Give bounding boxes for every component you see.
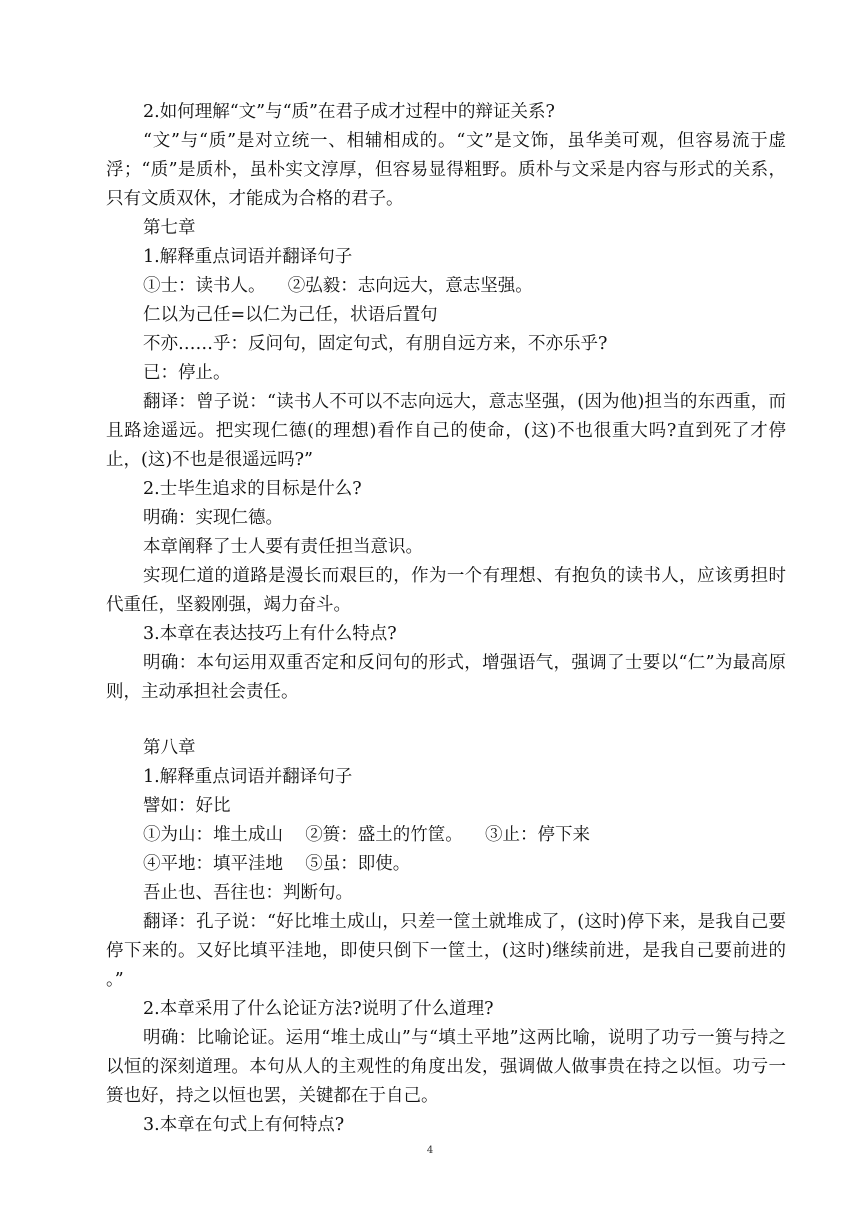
note-line: 仁以为己任=以仁为己任，状语后置句 xyxy=(143,305,438,325)
answer-paragraph: 明确：比喻论证。运用“堆土成山”与“填土平地”这两比喻，说明了功亏一篑与持之以恒的深刻道理。本句从人的主观性的角度出发，强调做人做事贵在持之以恒。功亏一篑也好，持之以恒也罢，关键都在于自己。 xyxy=(106,1028,786,1106)
note-line: 已：停止。 xyxy=(143,363,231,383)
section-gap xyxy=(106,707,786,734)
answer-paragraph: 实现仁道的道路是漫长而艰巨的，作为一个有理想、有抱负的读书人，应该勇担时代重任，坚毅刚强，竭力奋斗。 xyxy=(106,566,786,615)
vocab-line: ①为山：堆土成山 ②篑：盛土的竹筐。 ③止：停下来 xyxy=(143,825,591,845)
answer-paragraph: “文”与“质”是对立统一、相辅相成的。“文”是文饰，虽华美可观，但容易流于虚浮；“质”是质朴，虽朴实文淳厚，但容易显得粗野。质朴与文采是内容与形式的关系，只有文质双休，才能成为合格的君子。 xyxy=(106,131,786,209)
translation-paragraph: 翻译：孔子说：“好比堆土成山，只差一筐土就堆成了，(这时)停下来，是我自己要停下来的。又好比填平洼地，即使只倒下一筐土，(这时)继续前进，是我自己要前进的 。” xyxy=(106,912,786,990)
page-number: 4 xyxy=(426,1145,434,1156)
note-line: 吾止也、吾往也：判断句。 xyxy=(143,883,353,903)
answer-line: 本章阐释了士人要有责任担当意识。 xyxy=(143,537,423,557)
document-body xyxy=(106,98,786,1140)
question-heading: 2.士毕生追求的目标是什么? xyxy=(143,479,362,499)
translation-paragraph: 翻译：曾子说：“读书人不可以不志向远大，意志坚强，(因为他)担当的东西重，而且路途遥远。把实现仁德(的理想)看作自己的使命，(这)不也很重大吗?直到死了才停止，(这)不也是很遥远吗?” xyxy=(106,392,786,470)
answer-paragraph: 明确：本句运用双重否定和反问句的形式，增强语气，强调了士要以“仁”为最高原则，主动承担社会责任。 xyxy=(106,653,786,702)
question-heading: 1.解释重点词语并翻译句子 xyxy=(143,767,353,787)
question-heading: 3.本章在表达技巧上有什么特点? xyxy=(143,624,397,644)
question-heading: 3.本章在句式上有何特点? xyxy=(143,1115,345,1135)
vocab-line: ④平地：填平洼地 ⑤虽：即使。 xyxy=(143,854,411,874)
chapter-heading: 第八章 xyxy=(143,738,196,758)
answer-line: 明确：实现仁德。 xyxy=(143,508,283,528)
question-heading: 2.本章采用了什么论证方法?说明了什么道理? xyxy=(143,999,494,1019)
vocab-line: ①士：读书人。 ②弘毅：志向远大，意志坚强。 xyxy=(143,276,533,296)
note-line: 不亦……乎：反问句，固定句式，有朋自远方来，不亦乐乎? xyxy=(143,334,608,354)
chapter-heading: 第七章 xyxy=(143,218,196,238)
question-heading: 1.解释重点词语并翻译句子 xyxy=(143,247,353,267)
vocab-line: 譬如：好比 xyxy=(143,796,231,816)
question-heading: 2.如何理解“文”与“质”在君子成才过程中的辩证关系? xyxy=(143,102,555,122)
